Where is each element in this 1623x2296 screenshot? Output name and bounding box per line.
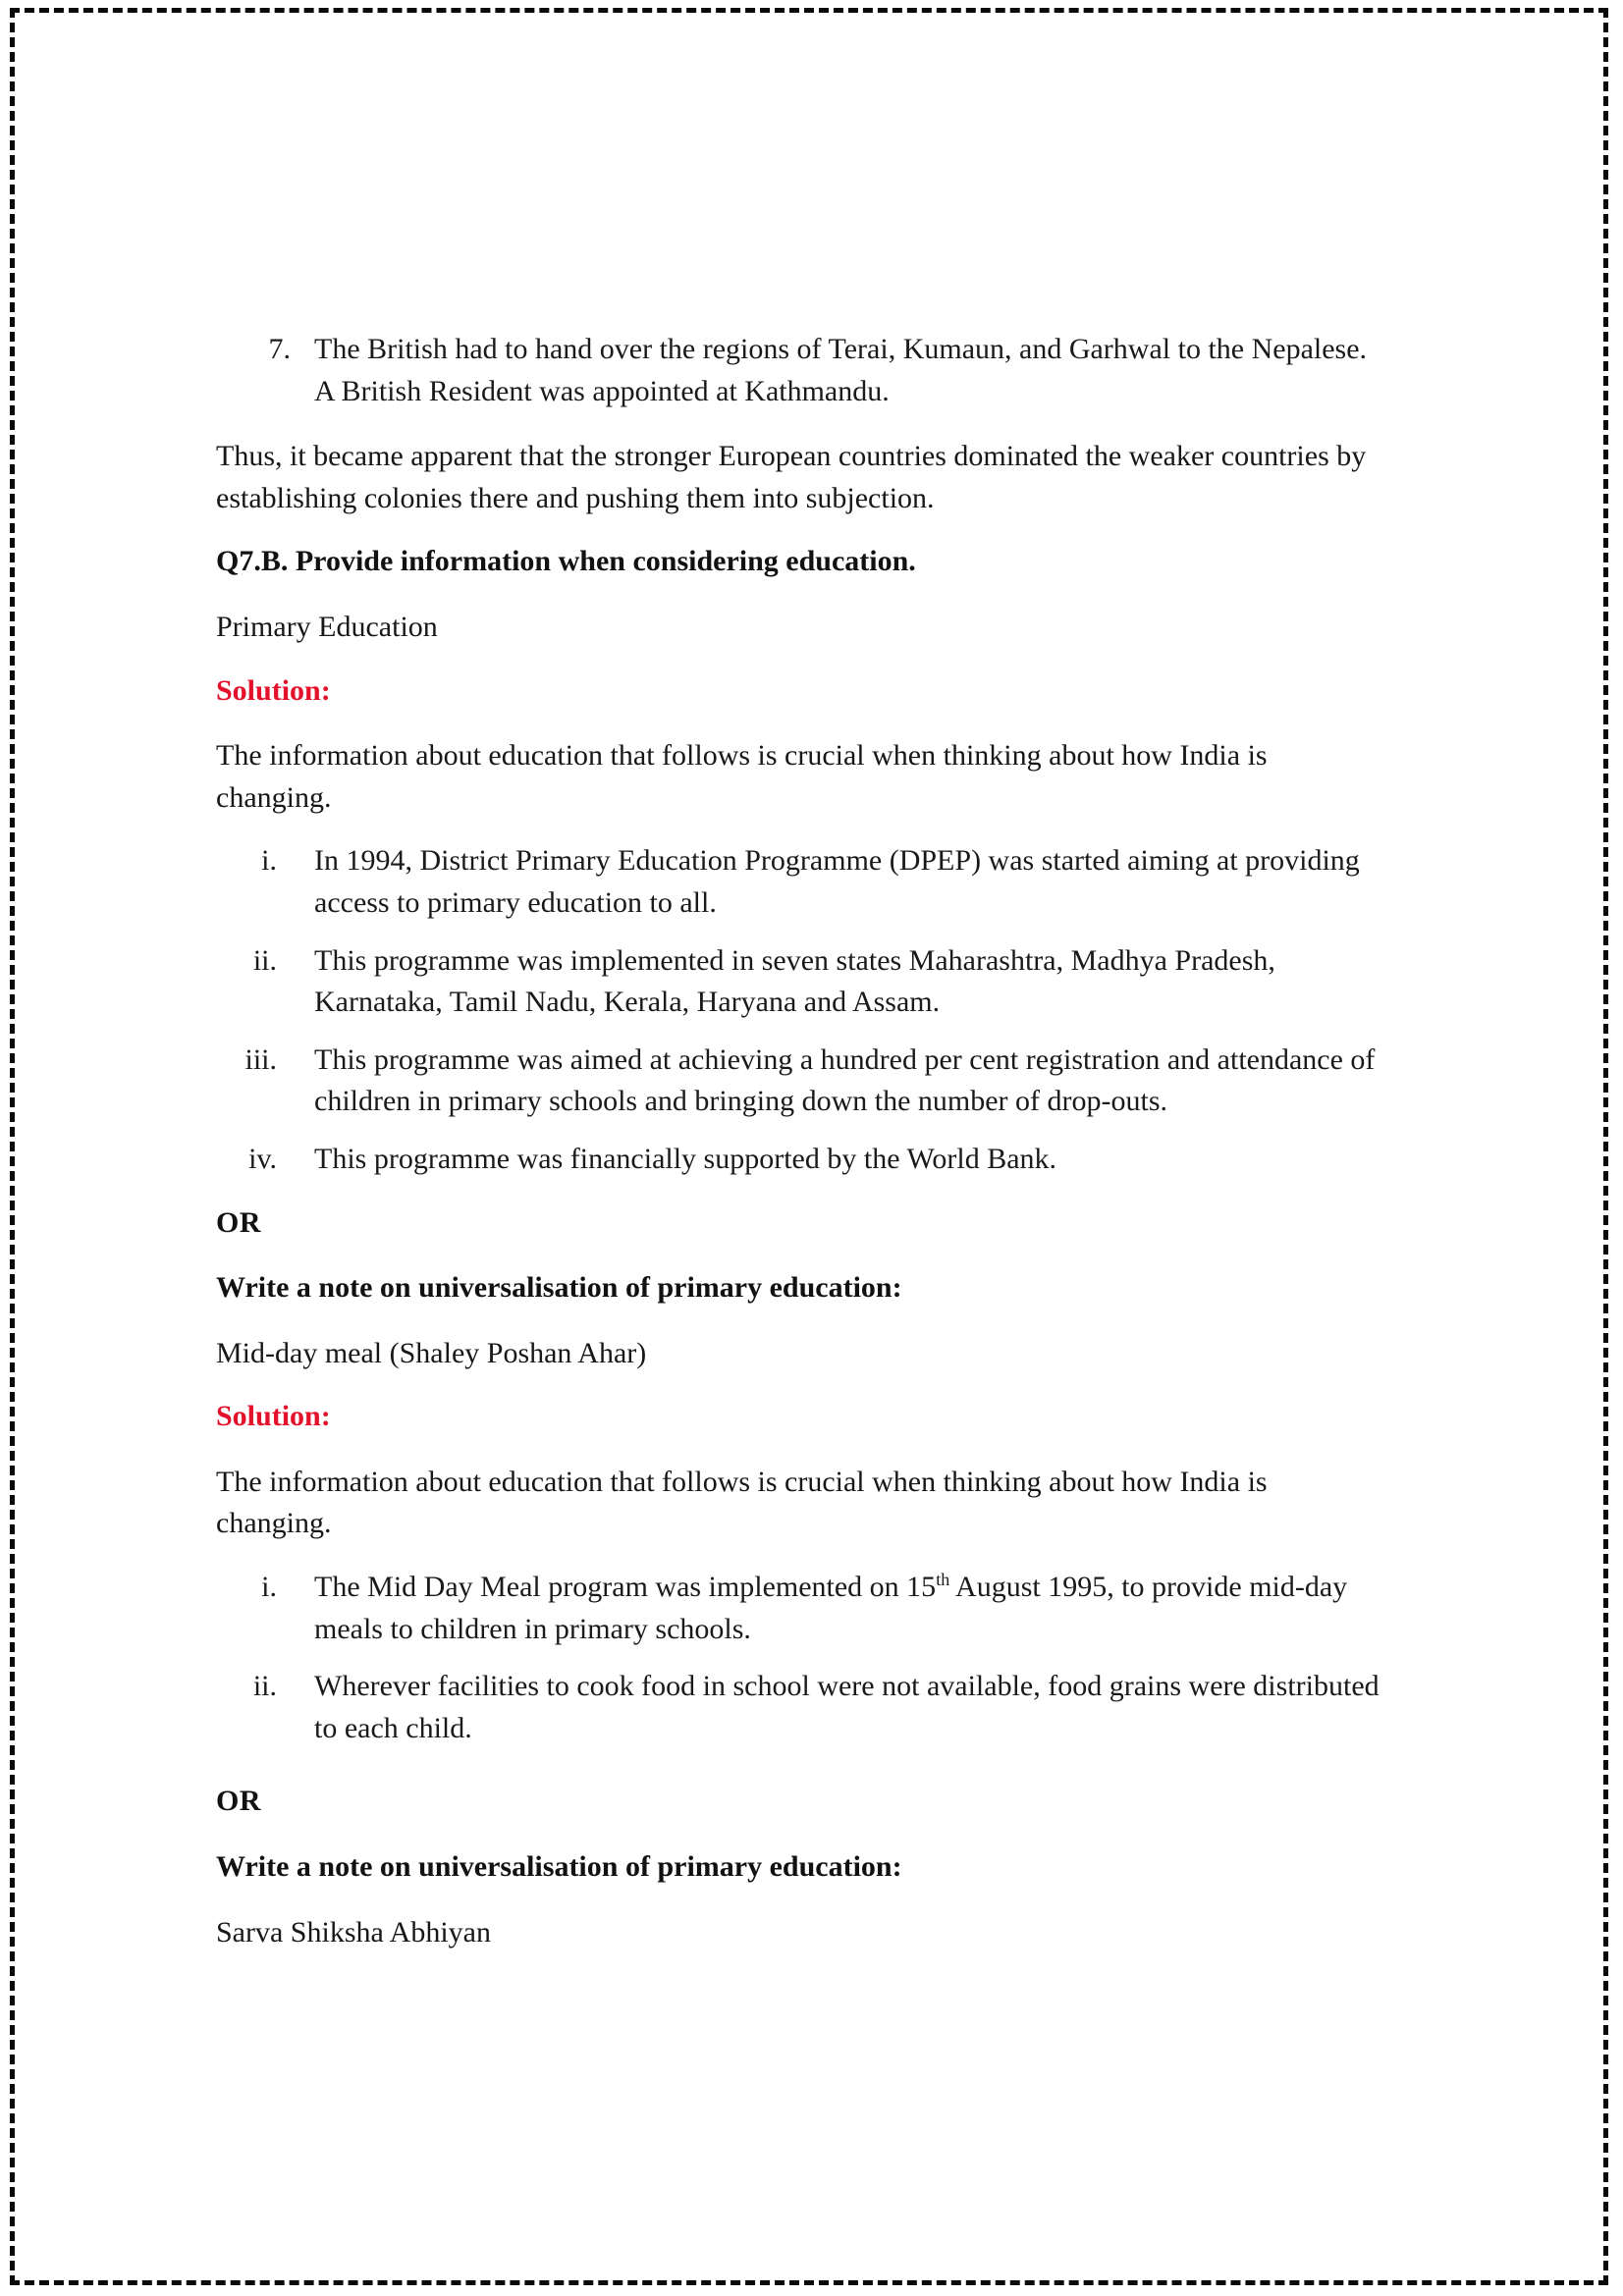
intro-paragraph-2: The information about education that follows is crucial when thinking about how India is changing. xyxy=(216,1465,1268,1540)
list-item-text xyxy=(314,1571,1347,1645)
list-item-text-after: August 1995, to provide mid-day meals to children in primary schools. xyxy=(314,1571,1348,1645)
list-item-text-before: The Mid Day Meal program was implemented on 15 xyxy=(314,1571,937,1604)
list-item-text: The British had to hand over the regions of Terai, Kumaun, and Garhwal to the Nepalese. A British Resident was appointed at Kathmandu. xyxy=(314,333,1368,407)
write-note-heading-2: Write a note on universalisation of primary education: xyxy=(216,1850,902,1884)
dpep-roman-list xyxy=(216,840,1384,1180)
or-separator-1: OR xyxy=(216,1205,261,1239)
list-item xyxy=(216,840,1384,924)
write-note-heading-1: Write a note on universalisation of primary education: xyxy=(216,1271,902,1305)
solution-label-2: Solution: xyxy=(216,1400,331,1433)
list-item xyxy=(216,1567,1384,1650)
document-content xyxy=(216,329,1384,1975)
numbered-list-continuation xyxy=(216,329,1384,412)
intro-paragraph-1: The information about education that follows is crucial when thinking about how India is changing. xyxy=(216,739,1268,814)
list-marker: iii. xyxy=(244,1042,277,1076)
conclusion-paragraph: Thus, it became apparent that the stronger European countries dominated the weaker countries by establishing colonies there and pushing them into subjection. xyxy=(216,440,1367,514)
question-7b-heading: Q7.B. Provide information when considering education. xyxy=(216,545,916,578)
list-item-text: This programme was implemented in seven states Maharashtra, Madhya Pradesh, Karnataka, Tamil Nadu, Kerala, Haryana and Assam. xyxy=(314,943,1275,1019)
or-separator-2: OR xyxy=(216,1785,261,1818)
list-item-text: This programme was aimed at achieving a hundred per cent registration and attendance of children in primary schools and bringing down the number of drop-outs. xyxy=(314,1042,1376,1118)
list-marker: i. xyxy=(261,844,277,878)
list-marker: iv. xyxy=(248,1142,277,1175)
list-item-text: In 1994, District Primary Education Programme (DPEP) was started aiming at providing access to primary education to all. xyxy=(314,844,1360,919)
sarva-shiksha-label: Sarva Shiksha Abhiyan xyxy=(216,1915,491,1949)
mid-day-meal-label: Mid-day meal (Shaley Poshan Ahar) xyxy=(216,1336,647,1369)
list-marker: ii. xyxy=(252,943,277,977)
list-item-text: This programme was financially supported by the World Bank. xyxy=(314,1142,1057,1175)
list-marker: 7. xyxy=(268,333,291,365)
primary-education-label: Primary Education xyxy=(216,610,438,643)
list-item xyxy=(216,1040,1384,1123)
ordinal-suffix: th xyxy=(936,1570,950,1590)
midday-roman-list xyxy=(216,1567,1384,1749)
list-item xyxy=(216,940,1384,1024)
solution-label-1: Solution: xyxy=(216,673,331,707)
spacer xyxy=(216,1771,1384,1781)
list-item xyxy=(216,1139,1384,1181)
list-marker: i. xyxy=(261,1571,277,1604)
list-item xyxy=(216,1666,1384,1749)
list-item-text: Wherever facilities to cook food in school were not available, food grains were distributed to each child. xyxy=(314,1670,1380,1744)
list-marker: ii. xyxy=(252,1670,277,1703)
list-item xyxy=(216,329,1384,412)
